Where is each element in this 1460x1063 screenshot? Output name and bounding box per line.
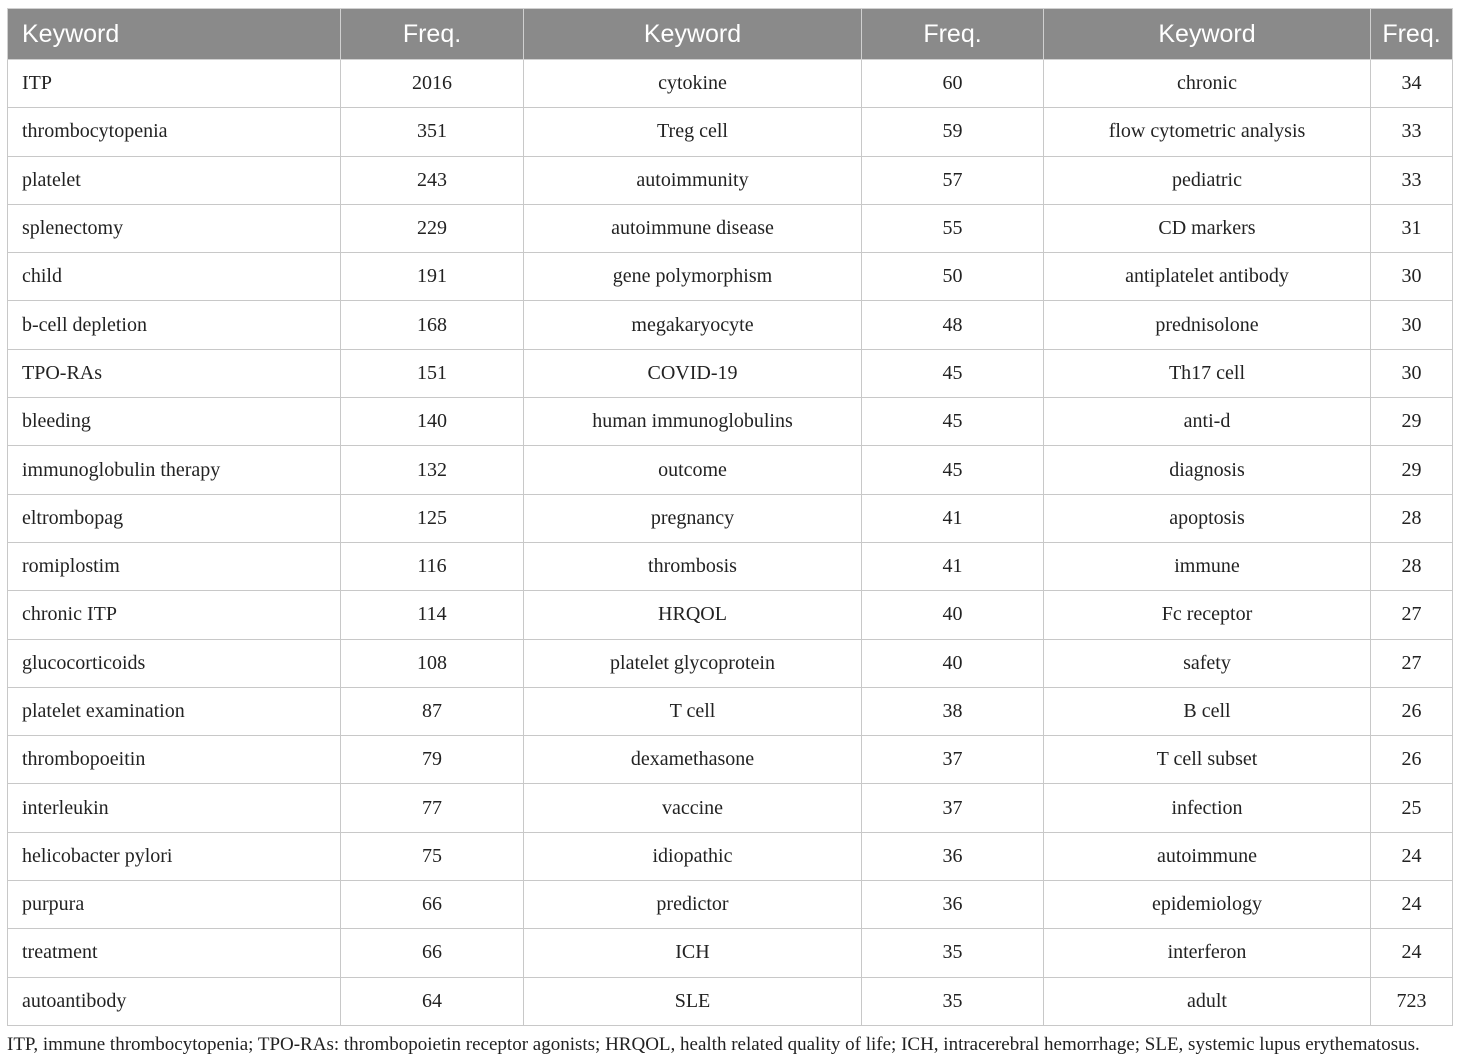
header-keyword-1: Keyword (8, 9, 341, 60)
keyword-cell: autoimmune (1044, 832, 1371, 880)
keyword-cell: romiplostim (8, 542, 341, 590)
keyword-cell: prednisolone (1044, 301, 1371, 349)
freq-cell: 2016 (341, 60, 524, 108)
table-row (8, 591, 1453, 639)
freq-cell: 28 (1371, 542, 1453, 590)
keyword-cell: interleukin (8, 784, 341, 832)
keyword-cell: TPO-RAs (8, 349, 341, 397)
table-row (8, 446, 1453, 494)
freq-cell: 26 (1371, 687, 1453, 735)
table-header (8, 9, 1453, 60)
keyword-cell: pregnancy (524, 494, 862, 542)
keyword-cell: ITP (8, 60, 341, 108)
keyword-cell: B cell (1044, 687, 1371, 735)
table-row (8, 542, 1453, 590)
keyword-cell: eltrombopag (8, 494, 341, 542)
keyword-cell: adult (1044, 977, 1371, 1025)
freq-cell: 60 (862, 60, 1044, 108)
freq-cell: 24 (1371, 881, 1453, 929)
freq-cell: 168 (341, 301, 524, 349)
freq-cell: 40 (862, 639, 1044, 687)
freq-cell: 35 (862, 929, 1044, 977)
freq-cell: 27 (1371, 639, 1453, 687)
table-row (8, 639, 1453, 687)
freq-cell: 132 (341, 446, 524, 494)
header-row (8, 9, 1453, 60)
freq-cell: 45 (862, 349, 1044, 397)
keyword-frequency-table (7, 8, 1453, 1026)
header-keyword-2: Keyword (524, 9, 862, 60)
keyword-cell: idiopathic (524, 832, 862, 880)
table-row (8, 736, 1453, 784)
freq-cell: 41 (862, 542, 1044, 590)
freq-cell: 114 (341, 591, 524, 639)
keyword-cell: interferon (1044, 929, 1371, 977)
freq-cell: 351 (341, 108, 524, 156)
keyword-cell: thrombocytopenia (8, 108, 341, 156)
keyword-cell: treatment (8, 929, 341, 977)
keyword-cell: T cell subset (1044, 736, 1371, 784)
freq-cell: 66 (341, 881, 524, 929)
freq-cell: 66 (341, 929, 524, 977)
keyword-cell: T cell (524, 687, 862, 735)
freq-cell: 26 (1371, 736, 1453, 784)
keyword-cell: autoimmune disease (524, 204, 862, 252)
freq-cell: 31 (1371, 204, 1453, 252)
table-row (8, 832, 1453, 880)
keyword-cell: Th17 cell (1044, 349, 1371, 397)
freq-cell: 37 (862, 736, 1044, 784)
header-freq-2: Freq. (862, 9, 1044, 60)
freq-cell: 41 (862, 494, 1044, 542)
keyword-cell: apoptosis (1044, 494, 1371, 542)
table-row (8, 398, 1453, 446)
freq-cell: 33 (1371, 156, 1453, 204)
table-row (8, 156, 1453, 204)
keyword-cell: HRQOL (524, 591, 862, 639)
keyword-cell: child (8, 253, 341, 301)
table-row (8, 881, 1453, 929)
freq-cell: 40 (862, 591, 1044, 639)
keyword-cell: Treg cell (524, 108, 862, 156)
freq-cell: 30 (1371, 301, 1453, 349)
freq-cell: 28 (1371, 494, 1453, 542)
keyword-cell: antiplatelet antibody (1044, 253, 1371, 301)
keyword-cell: thrombopoeitin (8, 736, 341, 784)
freq-cell: 36 (862, 832, 1044, 880)
freq-cell: 25 (1371, 784, 1453, 832)
keyword-cell: flow cytometric analysis (1044, 108, 1371, 156)
keyword-cell: purpura (8, 881, 341, 929)
freq-cell: 50 (862, 253, 1044, 301)
keyword-cell: CD markers (1044, 204, 1371, 252)
freq-cell: 151 (341, 349, 524, 397)
freq-cell: 64 (341, 977, 524, 1025)
freq-cell: 34 (1371, 60, 1453, 108)
freq-cell: 140 (341, 398, 524, 446)
freq-cell: 24 (1371, 832, 1453, 880)
keyword-cell: immunoglobulin therapy (8, 446, 341, 494)
keyword-cell: autoimmunity (524, 156, 862, 204)
freq-cell: 29 (1371, 446, 1453, 494)
keyword-cell: Fc receptor (1044, 591, 1371, 639)
freq-cell: 77 (341, 784, 524, 832)
keyword-cell: chronic (1044, 60, 1371, 108)
keyword-cell: glucocorticoids (8, 639, 341, 687)
keyword-cell: platelet examination (8, 687, 341, 735)
table-row (8, 60, 1453, 108)
header-freq-3: Freq. (1371, 9, 1453, 60)
table-row (8, 204, 1453, 252)
keyword-cell: bleeding (8, 398, 341, 446)
header-keyword-3: Keyword (1044, 9, 1371, 60)
freq-cell: 125 (341, 494, 524, 542)
keyword-cell: predictor (524, 881, 862, 929)
keyword-cell: COVID-19 (524, 349, 862, 397)
freq-cell: 723 (1371, 977, 1453, 1025)
keyword-cell: helicobacter pylori (8, 832, 341, 880)
table-row (8, 349, 1453, 397)
freq-cell: 36 (862, 881, 1044, 929)
keyword-cell: safety (1044, 639, 1371, 687)
table-row (8, 929, 1453, 977)
table-row (8, 784, 1453, 832)
keyword-cell: outcome (524, 446, 862, 494)
keyword-cell: megakaryocyte (524, 301, 862, 349)
freq-cell: 24 (1371, 929, 1453, 977)
freq-cell: 48 (862, 301, 1044, 349)
keyword-cell: thrombosis (524, 542, 862, 590)
table-row (8, 687, 1453, 735)
table-row (8, 108, 1453, 156)
freq-cell: 229 (341, 204, 524, 252)
keyword-cell: ICH (524, 929, 862, 977)
freq-cell: 108 (341, 639, 524, 687)
keyword-cell: platelet (8, 156, 341, 204)
keyword-cell: infection (1044, 784, 1371, 832)
keyword-cell: epidemiology (1044, 881, 1371, 929)
keyword-frequency-table-container (7, 8, 1452, 1026)
freq-cell: 45 (862, 446, 1044, 494)
freq-cell: 116 (341, 542, 524, 590)
keyword-cell: dexamethasone (524, 736, 862, 784)
freq-cell: 59 (862, 108, 1044, 156)
table-row (8, 253, 1453, 301)
table-row (8, 977, 1453, 1025)
keyword-cell: autoantibody (8, 977, 341, 1025)
freq-cell: 75 (341, 832, 524, 880)
freq-cell: 79 (341, 736, 524, 784)
freq-cell: 57 (862, 156, 1044, 204)
freq-cell: 45 (862, 398, 1044, 446)
freq-cell: 37 (862, 784, 1044, 832)
keyword-cell: chronic ITP (8, 591, 341, 639)
freq-cell: 38 (862, 687, 1044, 735)
table-row (8, 301, 1453, 349)
keyword-cell: cytokine (524, 60, 862, 108)
header-freq-1: Freq. (341, 9, 524, 60)
keyword-cell: splenectomy (8, 204, 341, 252)
keyword-cell: anti-d (1044, 398, 1371, 446)
table-body (8, 60, 1453, 1026)
freq-cell: 29 (1371, 398, 1453, 446)
keyword-cell: vaccine (524, 784, 862, 832)
freq-cell: 33 (1371, 108, 1453, 156)
freq-cell: 30 (1371, 253, 1453, 301)
table-footnote: ITP, immune thrombocytopenia; TPO-RAs: thrombopoietin receptor agonists; HRQOL, health related quality of life; ICH, intracerebral hemorrhage; SLE, systemic lupus erythematosus. (7, 1034, 1420, 1055)
freq-cell: 55 (862, 204, 1044, 252)
keyword-cell: platelet glycoprotein (524, 639, 862, 687)
freq-cell: 243 (341, 156, 524, 204)
keyword-cell: diagnosis (1044, 446, 1371, 494)
keyword-cell: b-cell depletion (8, 301, 341, 349)
freq-cell: 35 (862, 977, 1044, 1025)
keyword-cell: pediatric (1044, 156, 1371, 204)
keyword-cell: immune (1044, 542, 1371, 590)
freq-cell: 87 (341, 687, 524, 735)
keyword-cell: SLE (524, 977, 862, 1025)
keyword-cell: gene polymorphism (524, 253, 862, 301)
table-row (8, 494, 1453, 542)
freq-cell: 27 (1371, 591, 1453, 639)
freq-cell: 30 (1371, 349, 1453, 397)
keyword-cell: human immunoglobulins (524, 398, 862, 446)
freq-cell: 191 (341, 253, 524, 301)
